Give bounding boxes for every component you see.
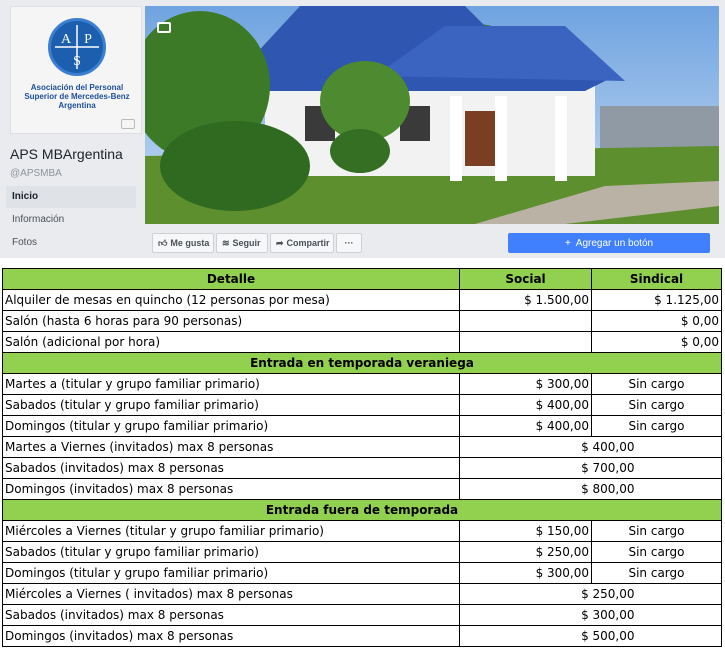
header-sindical: Sindical bbox=[592, 269, 722, 290]
like-label: Me gusta bbox=[170, 238, 210, 248]
row-detail: Domingos (invitados) max 8 personas bbox=[3, 479, 460, 500]
table-row bbox=[3, 290, 722, 311]
table-row bbox=[3, 521, 722, 542]
rss-icon: ≋ bbox=[222, 237, 230, 248]
table-row bbox=[3, 416, 722, 437]
row-detail: Domingos (invitados) max 8 personas bbox=[3, 626, 460, 647]
row-price bbox=[460, 584, 722, 605]
row-detail: Domingos (titular y grupo familiar primario) bbox=[3, 563, 460, 584]
section-title: Entrada fuera de temporada bbox=[3, 500, 722, 521]
page-handle[interactable]: @APSMBA bbox=[10, 168, 62, 179]
table-row bbox=[3, 605, 722, 626]
row-social: $ 1.500,00 bbox=[460, 290, 592, 311]
price-value: $ 300,00 bbox=[581, 608, 635, 622]
svg-text:S: S bbox=[73, 54, 81, 69]
row-social bbox=[460, 311, 592, 332]
table-row bbox=[3, 374, 722, 395]
row-price bbox=[460, 437, 722, 458]
price-value: $ 250,00 bbox=[581, 587, 635, 601]
section-header-row bbox=[3, 500, 722, 521]
row-social: $ 400,00 bbox=[460, 395, 592, 416]
table-row bbox=[3, 542, 722, 563]
row-social: $ 250,00 bbox=[460, 542, 592, 563]
table-row bbox=[3, 437, 722, 458]
nav-item-informacion[interactable]: Información bbox=[12, 214, 65, 225]
table-row bbox=[3, 563, 722, 584]
row-detail: Domingos (titular y grupo familiar primario) bbox=[3, 416, 460, 437]
org-name-line: Superior de Mercedes-Benz bbox=[24, 92, 130, 101]
left-column bbox=[6, 6, 142, 256]
price-table bbox=[2, 268, 722, 647]
camera-icon[interactable] bbox=[157, 22, 171, 33]
row-sindical: Sin cargo bbox=[592, 521, 722, 542]
row-detail: Sabados (titular y grupo familiar primario) bbox=[3, 542, 460, 563]
aps-logo-icon bbox=[48, 18, 106, 76]
facebook-page-header bbox=[0, 0, 725, 258]
row-sindical: Sin cargo bbox=[592, 416, 722, 437]
house-illustration bbox=[145, 6, 719, 224]
row-sindical: Sin cargo bbox=[592, 395, 722, 416]
row-detail: Miércoles a Viernes (titular y grupo familiar primario) bbox=[3, 521, 460, 542]
share-arrow-icon: ➦ bbox=[276, 237, 284, 248]
header-social: Social bbox=[460, 269, 592, 290]
table-row bbox=[3, 479, 722, 500]
row-detail: Salón (adicional por hora) bbox=[3, 332, 460, 353]
table-row bbox=[3, 395, 722, 416]
row-detail: Salón (hasta 6 horas para 90 personas) bbox=[3, 311, 460, 332]
follow-label: Seguir bbox=[232, 238, 261, 248]
row-price bbox=[460, 626, 722, 647]
header-detail: Detalle bbox=[3, 269, 460, 290]
row-social: $ 300,00 bbox=[460, 563, 592, 584]
row-sindical: Sin cargo bbox=[592, 374, 722, 395]
table-row bbox=[3, 626, 722, 647]
more-label: ··· bbox=[344, 238, 354, 248]
more-button[interactable] bbox=[336, 233, 362, 253]
row-detail: Martes a (titular y grupo familiar primario) bbox=[3, 374, 460, 395]
row-detail: Sabados (invitados) max 8 personas bbox=[3, 458, 460, 479]
plus-icon: + bbox=[564, 237, 571, 249]
row-sindical: Sin cargo bbox=[592, 542, 722, 563]
org-name-line: Asociación del Personal bbox=[30, 83, 124, 92]
row-price bbox=[460, 605, 722, 626]
row-social bbox=[460, 332, 592, 353]
table-header-row bbox=[3, 269, 722, 290]
row-social: $ 300,00 bbox=[460, 374, 592, 395]
share-button[interactable] bbox=[270, 233, 334, 253]
price-value: $ 400,00 bbox=[581, 440, 635, 454]
svg-text:A: A bbox=[60, 32, 72, 47]
row-detail: Sabados (titular y grupo familiar primario) bbox=[3, 395, 460, 416]
like-button[interactable] bbox=[152, 233, 214, 253]
row-detail: Miércoles a Viernes ( invitados) max 8 personas bbox=[3, 584, 460, 605]
row-price bbox=[460, 479, 722, 500]
price-value: $ 700,00 bbox=[581, 461, 635, 475]
section-title: Entrada en temporada veraniega bbox=[3, 353, 722, 374]
row-social: $ 150,00 bbox=[460, 521, 592, 542]
profile-picture[interactable] bbox=[10, 6, 142, 134]
thumbs-up-icon: 👍︎ bbox=[158, 237, 168, 248]
section-header-row bbox=[3, 353, 722, 374]
row-social: $ 400,00 bbox=[460, 416, 592, 437]
row-detail: Martes a Viernes (invitados) max 8 personas bbox=[3, 437, 460, 458]
cover-photo[interactable] bbox=[145, 6, 719, 224]
share-label: Compartir bbox=[286, 238, 330, 248]
page-name[interactable]: APS MBArgentina bbox=[10, 146, 123, 162]
follow-button[interactable] bbox=[216, 233, 268, 253]
row-sindical: $ 0,00 bbox=[592, 311, 722, 332]
nav-item-fotos[interactable]: Fotos bbox=[12, 237, 38, 248]
row-sindical: $ 0,00 bbox=[592, 332, 722, 353]
add-button[interactable] bbox=[508, 233, 710, 253]
row-detail: Sabados (invitados) max 8 personas bbox=[3, 605, 460, 626]
price-value: $ 800,00 bbox=[581, 482, 635, 496]
row-sindical: Sin cargo bbox=[592, 563, 722, 584]
table-row bbox=[3, 458, 722, 479]
table-row bbox=[3, 311, 722, 332]
table-row bbox=[3, 332, 722, 353]
camera-icon[interactable] bbox=[121, 119, 135, 129]
nav-item-inicio[interactable]: Inicio bbox=[6, 186, 136, 208]
organization-name bbox=[13, 83, 141, 110]
org-name-line: Argentina bbox=[58, 101, 96, 110]
row-sindical: $ 1.125,00 bbox=[592, 290, 722, 311]
add-button-label: Agregar un botón bbox=[575, 237, 654, 249]
row-detail: Alquiler de mesas en quincho (12 personas por mesa) bbox=[3, 290, 460, 311]
svg-text:P: P bbox=[84, 32, 92, 47]
price-value: $ 500,00 bbox=[581, 629, 635, 643]
table-row bbox=[3, 584, 722, 605]
row-price bbox=[460, 458, 722, 479]
